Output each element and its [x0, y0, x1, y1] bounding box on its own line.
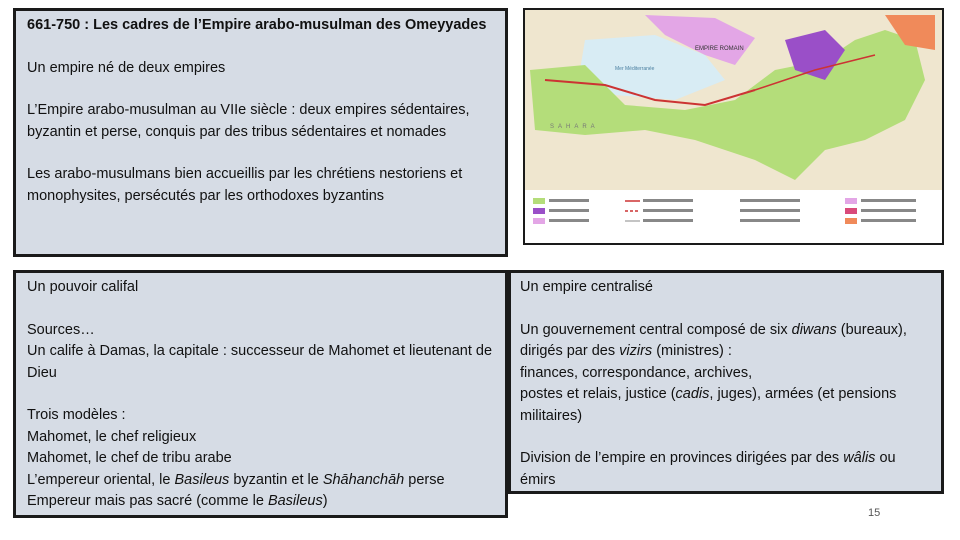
califal-heading: Un pouvoir califal: [27, 279, 139, 295]
centralized-heading: Un empire centralisé: [520, 279, 653, 295]
map-label-empire: EMPIRE ROMAIN: [695, 46, 744, 52]
government-paragraph: Un gouvernement central composé de six diwans (bureaux), dirigés par des vizirs (ministres) : finances, correspondance, archives, postes et relais, justice (cadis, juges), armées (et pensions militaires): [520, 321, 907, 424]
model-tribal: Mahomet, le chef de tribu arabe: [27, 450, 232, 466]
map-legend: [525, 190, 942, 243]
map-illustration: [525, 10, 942, 243]
map-label-sea: Mer Méditerranée: [615, 66, 655, 72]
intro-paragraph-2: Les arabo-musulmans bien accueillis par les chrétiens nestoriens et monophysites, persécutés par les orthodoxes byzantins: [27, 166, 463, 204]
slide-title: 661-750 : Les cadres de l’Empire arabo-musulman des Omeyyades: [27, 17, 487, 33]
page-number: 15: [868, 507, 881, 519]
califal-power-box: [13, 270, 508, 518]
section-subtitle: Un empire né de deux empires: [27, 59, 226, 76]
calife-line: Un calife à Damas, la capitale : successeur de Mahomet et lieutenant de Dieu: [27, 343, 493, 381]
map-label-sahara: SAHARA: [550, 124, 599, 130]
sources-line: Sources…: [27, 321, 95, 338]
intro-box: [13, 8, 508, 257]
provinces-paragraph: Division de l’empire en provinces dirigées par des wâlis ou émirs: [520, 450, 896, 488]
model-not-sacred: Empereur mais pas sacré (comme le Basileus): [27, 493, 328, 509]
centralized-empire-box: [508, 270, 944, 494]
model-emperor: L’empereur oriental, le Basileus byzantin et le Shāhanchāh perse: [27, 471, 445, 488]
empire-map: [523, 8, 944, 245]
intro-paragraph-1: L’Empire arabo-musulman au VIIe siècle : deux empires sédentaires, byzantin et perse, conquis par des tribus sédentaires et nomades: [27, 102, 470, 140]
model-religious: Mahomet, le chef religieux: [27, 428, 197, 445]
models-title: Trois modèles :: [27, 407, 126, 423]
